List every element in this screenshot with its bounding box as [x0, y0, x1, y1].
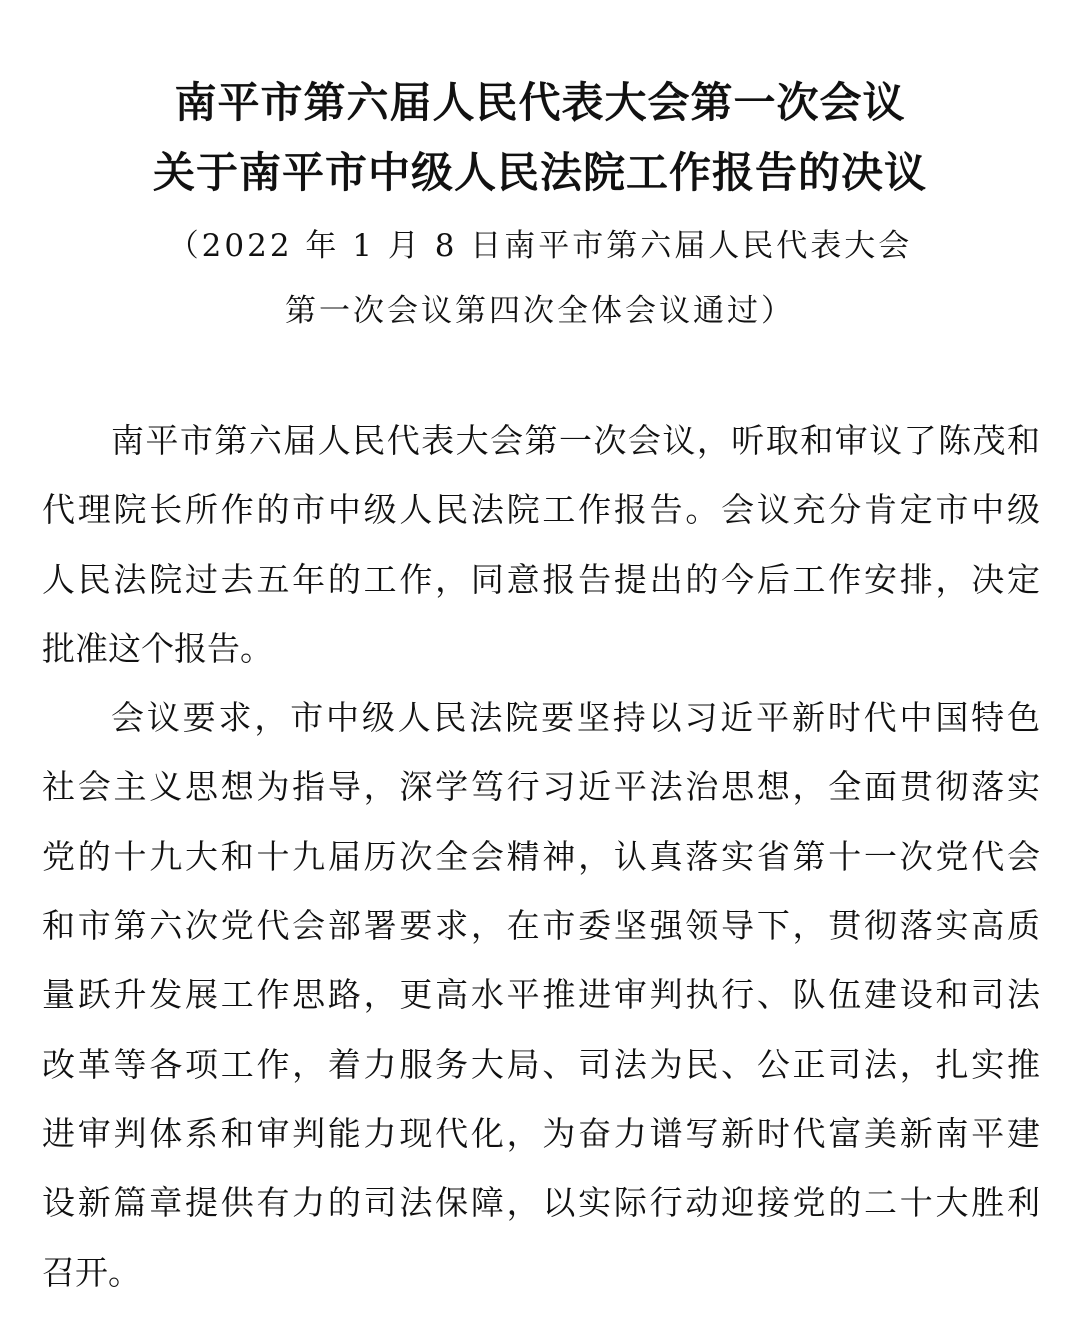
text-line: 召开。 — [42, 1252, 141, 1292]
text-line: 进审判体系和审判能力现代化，为奋力谱写新时代富美新南平建 — [42, 1113, 1040, 1153]
paragraph-1 — [42, 406, 1040, 683]
document-body — [42, 406, 1040, 1307]
document-title-line-2: 关于南平市中级人民法院工作报告的决议 — [152, 148, 927, 197]
paragraph-2 — [42, 683, 1040, 1307]
text-line: 党的十九大和十九届历次全会精神，认真落实省第十一次党代会 — [42, 836, 1040, 876]
text-line: 南平市第六届人民代表大会第一次会议，听取和审议了陈茂和 — [111, 421, 1040, 460]
adoption-note-line-1: （2022 年 1 月 8 日南平市第六届人民代表大会 — [167, 228, 913, 264]
text-line: 和市第六次党代会部署要求，在市委坚强领导下，贯彻落实高质 — [42, 906, 1040, 946]
text-line: 设新篇章提供有力的司法保障，以实际行动迎接党的二十大胜利 — [42, 1183, 1040, 1223]
document-title-line-1: 南平市第六届人民代表大会第一次会议 — [174, 78, 906, 127]
text-line: 人民法院过去五年的工作，同意报告提出的今后工作安排，决定 — [42, 559, 1040, 599]
text-line: 批准这个报告。 — [42, 628, 273, 668]
text-line: 量跃升发展工作思路，更高水平推进审判执行、队伍建设和司法 — [42, 975, 1040, 1015]
text-line: 会议要求，市中级人民法院要坚持以习近平新时代中国特色 — [111, 698, 1040, 738]
text-line: 代理院长所作的市中级人民法院工作报告。会议充分肯定市中级 — [42, 490, 1040, 530]
text-line: 改革等各项工作，着力服务大局、司法为民、公正司法，扎实推 — [42, 1044, 1040, 1084]
text-line: 社会主义思想为指导，深学笃行习近平法治思想，全面贯彻落实 — [42, 767, 1040, 807]
adoption-note-line-2: 第一次会议第四次全体会议通过） — [285, 293, 795, 329]
